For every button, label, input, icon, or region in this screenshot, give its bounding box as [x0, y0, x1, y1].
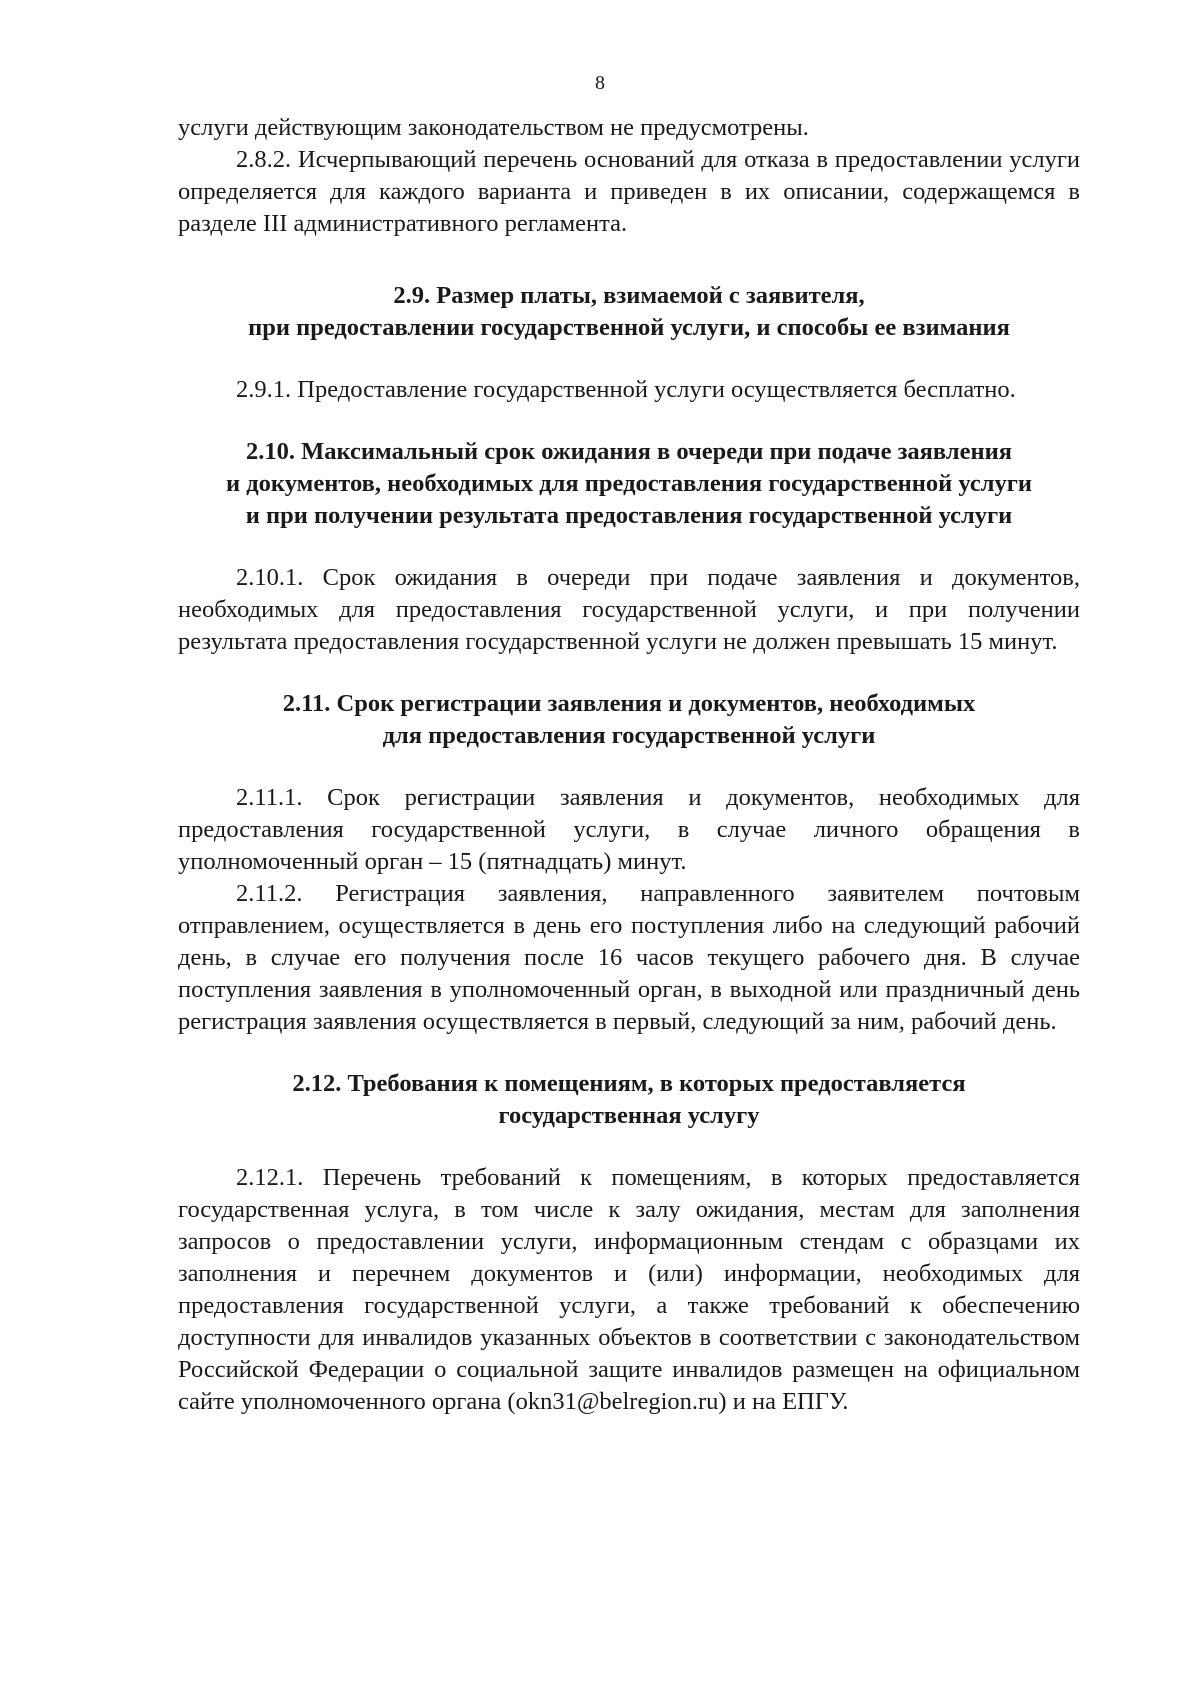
heading-2-11 — [178, 688, 1080, 752]
document-body — [178, 112, 1080, 1418]
heading-2-9-line-1: 2.9. Размер платы, взимаемой с заявителя, — [393, 282, 865, 309]
page-number: 8 — [595, 72, 605, 94]
paragraph-2-11-1: 2.11.1. Срок регистрации заявления и документов, необходимых для предоставления государственной услуги, в случае личного обращения в уполномоченный орган – 15 (пятнадцать) минут. — [178, 784, 1080, 875]
heading-2-12 — [178, 1068, 1080, 1132]
heading-2-10-line-1: 2.10. Максимальный срок ожидания в очереди при подаче заявления — [246, 438, 1012, 465]
heading-2-9 — [178, 280, 1080, 344]
paragraph-2-12-1: 2.12.1. Перечень требований к помещениям, в которых предоставляется государственная услуга, в том числе к залу ожидания, местам для заполнения запросов о предоставлении услуги, информационным стендам с образцами их заполнения и перечнем документов и (или) информации, необходимых для предоставления государственной услуги, а также требований к обеспечению доступности для инвалидов указанных объектов в соответствии с законодательством Российской Федерации о социальной защите инвалидов размещен на официальном сайте уполномоченного органа (okn31@belregion.ru) и на ЕПГУ. — [178, 1164, 1080, 1415]
paragraph-continuation: услуги действующим законодательством не предусмотрены. — [178, 114, 809, 141]
heading-2-9-line-2: при предоставлении государственной услуги, и способы ее взимания — [248, 314, 1010, 341]
paragraph-2-8-2: 2.8.2. Исчерпывающий перечень оснований для отказа в предоставлении услуги определяется для каждого варианта и приведен в их описании, содержащемся в разделе III административного регламента. — [178, 146, 1080, 237]
paragraph-2-10-1: 2.10.1. Срок ожидания в очереди при подаче заявления и документов, необходимых для предоставления государственной услуги, и при получении результата предоставления государственной услуги не должен превышать 15 минут. — [178, 564, 1080, 655]
heading-2-11-line-2: для предоставления государственной услуги — [382, 722, 876, 749]
heading-2-10-line-2: и документов, необходимых для предоставления государственной услуги — [226, 470, 1032, 497]
heading-2-12-line-1: 2.12. Требования к помещениям, в которых предоставляется — [292, 1070, 966, 1097]
heading-2-11-line-1: 2.11. Срок регистрации заявления и документов, необходимых — [282, 690, 976, 717]
heading-2-10 — [178, 436, 1080, 532]
paragraph-2-9-1: 2.9.1. Предоставление государственной услуги осуществляется бесплатно. — [236, 376, 1016, 403]
heading-2-12-line-2: государственная услугу — [498, 1102, 760, 1129]
paragraph-2-11-2: 2.11.2. Регистрация заявления, направленного заявителем почтовым отправлением, осуществляется в день его поступления либо на следующий рабочий день, в случае его получения после 16 часов текущего рабочего дня. В случае поступления заявления в уполномоченный орган, в выходной или праздничный день регистрация заявления осуществляется в первый, следующий за ним, рабочий день. — [178, 880, 1080, 1035]
heading-2-10-line-3: и при получении результата предоставления государственной услуги — [245, 502, 1013, 529]
